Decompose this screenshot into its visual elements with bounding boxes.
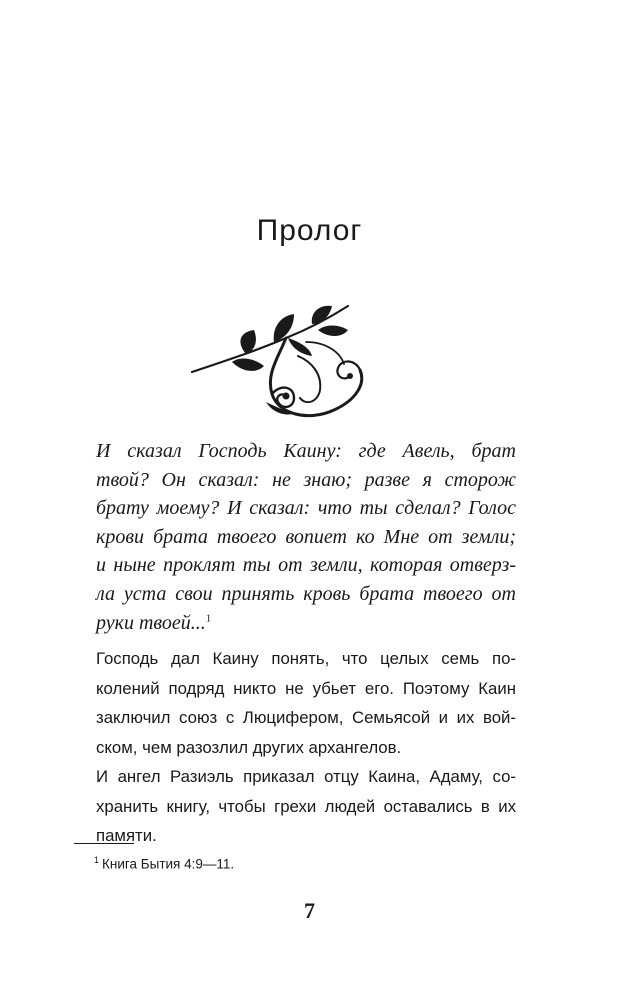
epigraph-line-text: и ныне проклят ты от земли, которая отверз- <box>96 554 516 577</box>
body-line <box>96 762 516 792</box>
body-line-text: памяти. <box>96 826 157 845</box>
epigraph-line-text: ла уста свои принять кровь брата твоего от <box>96 582 516 605</box>
footnote-text: Книга Бытия 4:9—11. <box>102 856 235 872</box>
body-line <box>96 792 516 822</box>
epigraph-line <box>96 523 516 552</box>
epigraph-line <box>96 580 516 609</box>
body-line-text: хранить книгу, чтобы грехи людей оставались в их <box>96 796 516 816</box>
footnote-marker: 1 <box>205 611 212 624</box>
body-line-text: ском, чем разозлил других архангелов. <box>96 737 402 757</box>
body-text <box>96 644 516 851</box>
body-line <box>96 644 516 674</box>
body-line-text: Господь дал Каину понять, что целых семь по- <box>96 649 516 668</box>
epigraph-line <box>96 609 516 638</box>
footnote-number: 1 <box>94 855 100 865</box>
epigraph-line <box>96 551 516 580</box>
body-line <box>96 733 516 763</box>
epigraph-line <box>96 466 516 495</box>
body-line-text: заключил союз с Люцифером, Семьясой и их вой- <box>96 708 516 727</box>
epigraph-line-text: брату моему? И сказал: что ты сделал? Голос <box>96 497 516 520</box>
page-number: 7 <box>304 898 315 923</box>
body-line-text: И ангел Разиэль приказал отцу Каина, Адаму, со- <box>96 767 516 786</box>
epigraph-line <box>96 437 516 466</box>
epigraph-line-text: И сказал Господь Каину: где Авель, брат <box>96 440 516 462</box>
body-line <box>96 703 516 733</box>
epigraph-line-text: крови брата твоего вопиет ко Мне от земли; <box>96 525 516 548</box>
floral-flourish-icon <box>188 298 376 428</box>
epigraph-line-text: руки твоей... <box>96 611 206 634</box>
epigraph-line-text: твой? Он сказал: не знаю; разве я сторож <box>96 468 516 491</box>
body-line <box>96 674 516 704</box>
body-line <box>96 821 516 851</box>
epigraph-line <box>96 494 516 523</box>
body-line-text: колений подряд никто не убьет его. Поэтому Каин <box>96 678 516 698</box>
chapter-title: Пролог <box>256 214 363 247</box>
footnote-divider <box>74 843 134 844</box>
epigraph <box>96 437 516 637</box>
footnote <box>94 855 234 872</box>
